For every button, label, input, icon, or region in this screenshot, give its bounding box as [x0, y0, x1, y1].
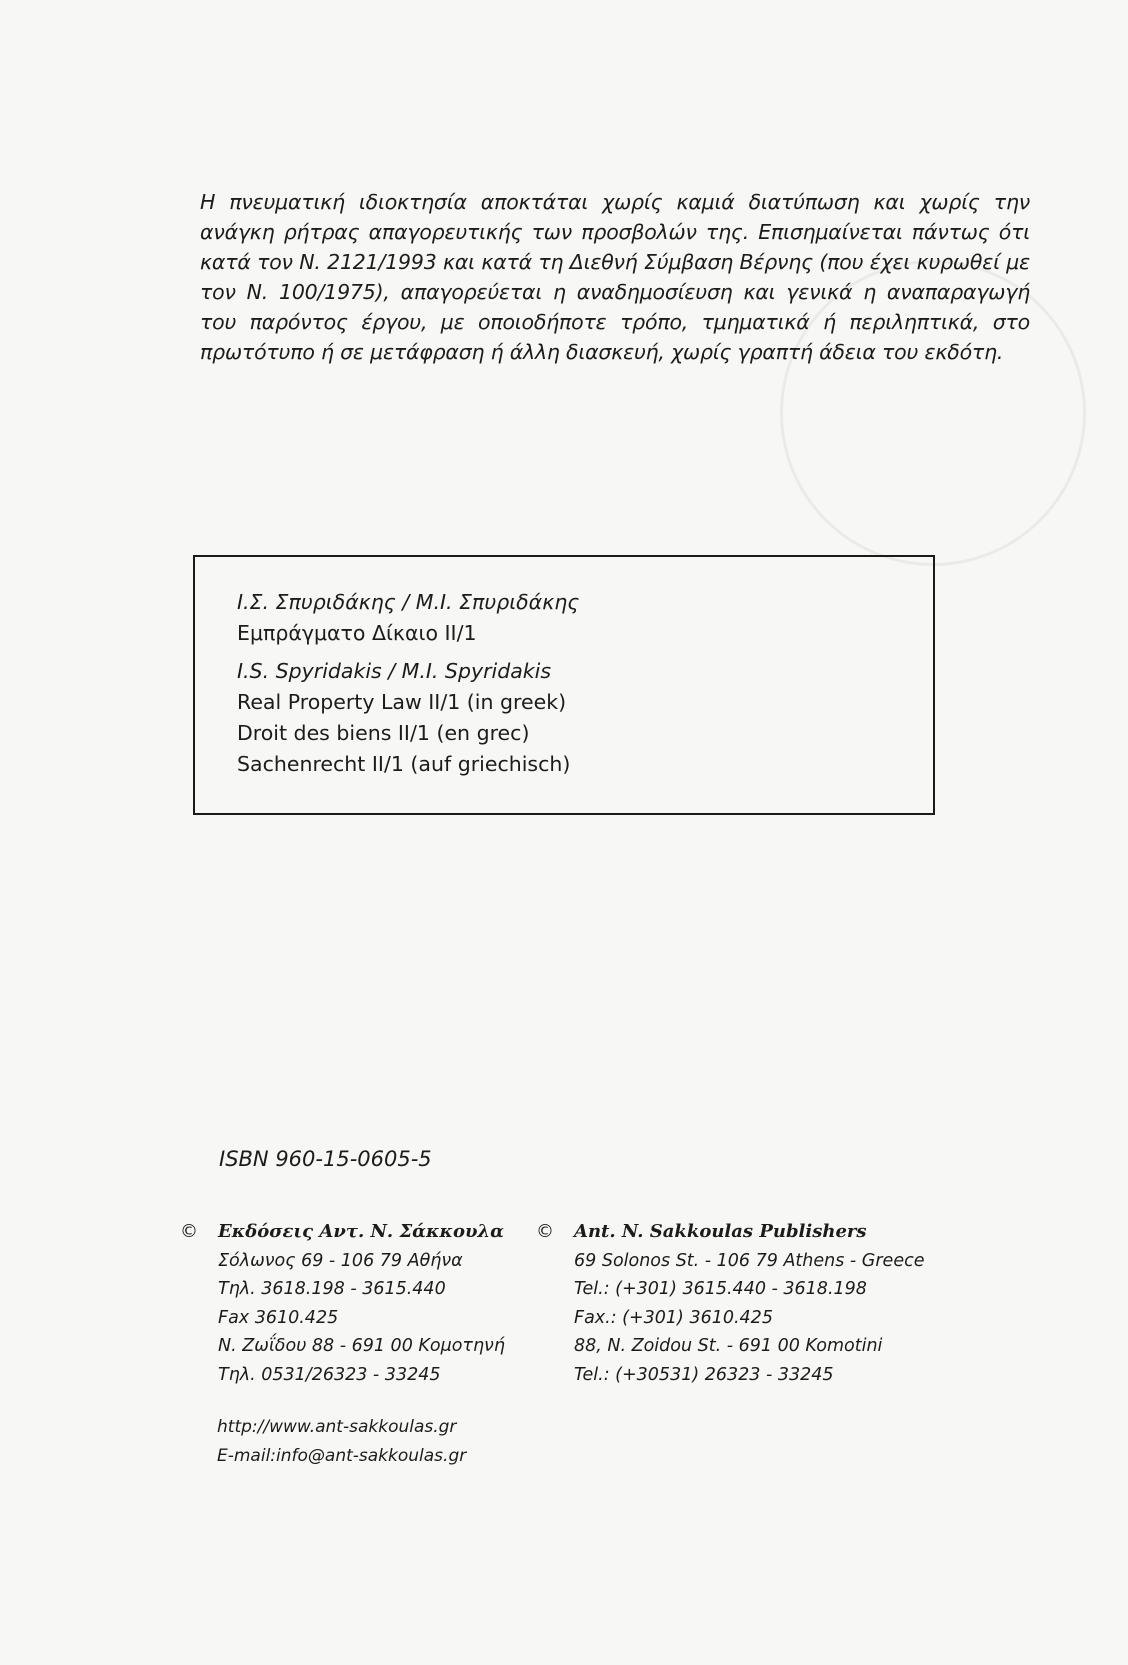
authors-latin: I.S. Spyridakis / M.I. Spyridakis — [237, 659, 552, 683]
title-greek: Εμπράγματο Δίκαιο ΙΙ/1 — [237, 621, 477, 645]
isbn: ISBN 960-15-0605-5 — [219, 1147, 432, 1171]
publisher-english-line: Tel.: (+301) 3615.440 - 3618.198 — [574, 1279, 867, 1299]
publisher-english-line: 88, N. Zoidou St. - 691 00 Komotini — [574, 1336, 883, 1356]
publisher-english-block — [536, 1218, 924, 1389]
contact-block — [217, 1413, 466, 1471]
publisher-english-line: 69 Solonos St. - 106 79 Athens - Greece — [574, 1250, 925, 1271]
publisher-english-line: Tel.: (+30531) 26323 - 33245 — [574, 1364, 834, 1385]
publisher-greek-line: Τηλ. 0531/26323 - 33245 — [218, 1364, 441, 1385]
copyright-icon: © — [180, 1221, 198, 1242]
copyright-notice: Η πνευματική ιδιοκτησία αποκτάται χωρίς καμιά διατύπωση και χωρίς την ανάγκη ρήτρας απαγορευτικής των προσβολών της. Επισημαίνεται πάντως ότι κατά τον Ν. 2121/1993 και κατά τη Διεθνή Σύμβαση Βέρνης (που έχει κυρωθεί με τον Ν. 100/1975), απαγορεύεται η αναδημοσίευση και γενικά η αναπαραγωγή του παρόντος έργου, με οποιοδήποτε τρόπο, τμηματικά ή περιληπτικά, στο πρωτότυπο ή σε μετάφραση ή άλλη διασκευή, χωρίς γραπτή άδεια του εκδότη. — [200, 189, 1030, 364]
publisher-english-line: Fax.: (+301) 3610.425 — [574, 1307, 773, 1328]
publisher-greek-line: Τηλ. 3618.198 - 3615.440 — [218, 1279, 446, 1299]
publisher-greek-name: Εκδόσεις Αντ. Ν. Σάκκουλα — [218, 1221, 504, 1242]
website-link[interactable]: http://www.ant-sakkoulas.gr — [217, 1417, 457, 1437]
publisher-english-name: Ant. N. Sakkoulas Publishers — [574, 1221, 867, 1242]
publisher-greek-line: Ν. Ζωΐδου 88 - 691 00 Κομοτηνή — [218, 1336, 505, 1356]
bibliographic-content — [237, 587, 913, 780]
title-english: Real Property Law II/1 (in greek) — [237, 690, 567, 714]
publisher-greek-line: Σόλωνος 69 - 106 79 Αθήνα — [218, 1250, 463, 1271]
title-french: Droit des biens II/1 (en grec) — [237, 721, 530, 745]
email-link[interactable]: E-mail:info@ant-sakkoulas.gr — [217, 1446, 467, 1466]
publisher-greek-line: Fax 3610.425 — [218, 1307, 339, 1328]
title-german: Sachenrecht II/1 (auf griechisch) — [237, 752, 571, 776]
authors-greek: Ι.Σ. Σπυριδάκης / Μ.Ι. Σπυριδάκης — [237, 590, 580, 614]
bibliographic-box — [193, 555, 935, 815]
publisher-greek-block — [180, 1218, 505, 1389]
copyright-icon: © — [536, 1221, 554, 1242]
